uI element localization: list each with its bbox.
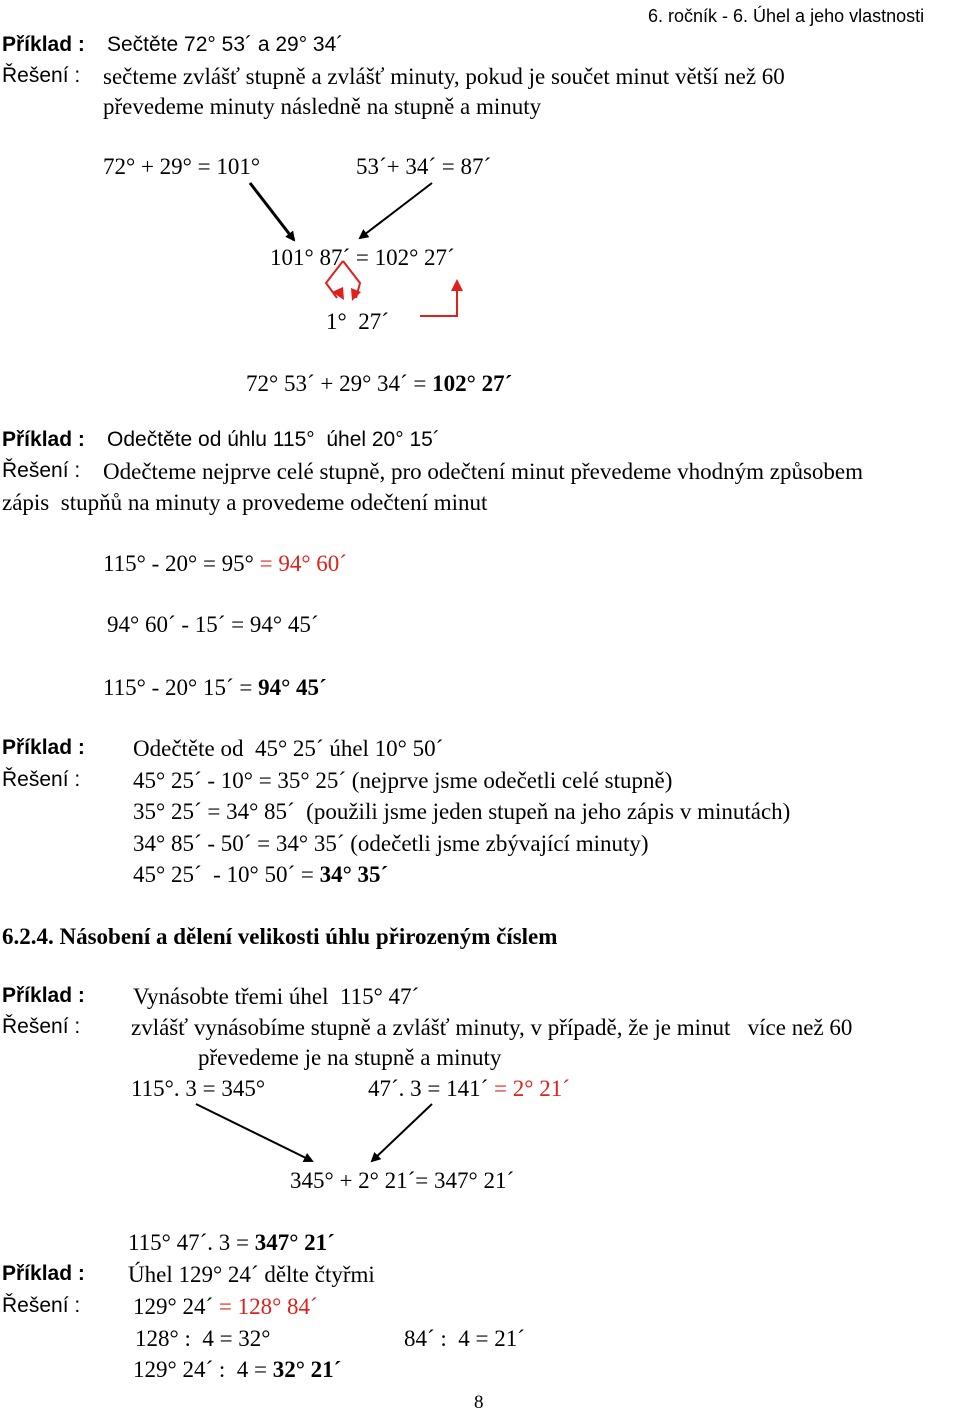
example-result: 115° - 20° 15´ = 94° 45´ — [103, 675, 327, 700]
solution-label: Řešení : — [2, 1015, 81, 1038]
arrow-icon — [372, 1104, 432, 1161]
combined-value: 345° + 2° 21´= 347° 21´ — [290, 1168, 515, 1193]
arrow-icon — [360, 183, 432, 238]
example-task: Odečtěte od 45° 25´ úhel 10° 50´ — [133, 736, 444, 761]
calc-line: 94° 60´ - 15´ = 94° 45´ — [107, 612, 319, 637]
arrow-icon — [250, 183, 294, 240]
solution-text: sečteme zvlášť stupně a zvlášť minuty, pokud je součet minut větší než 60 — [103, 64, 785, 89]
example-result: 115° 47´. 3 = 347° 21´ — [128, 1230, 335, 1255]
calc-line: 35° 25´ = 34° 85´ (použili jsme jeden stupeň na jeho zápis v minutách) — [133, 799, 791, 824]
split-value: 1° 27´ — [326, 309, 389, 334]
example-label: Příklad : — [2, 428, 85, 451]
solution-label: Řešení : — [2, 459, 81, 482]
example-label: Příklad : — [2, 736, 85, 759]
solution-text: zvlášť vynásobíme stupně a zvlášť minuty, v případě, že je minut více než 60 — [131, 1015, 853, 1040]
example-label: Příklad : — [2, 984, 85, 1007]
example-result: 129° 24´ : 4 = 32° 21´ — [133, 1357, 342, 1382]
calc-line: 84´ : 4 = 21´ — [404, 1326, 525, 1351]
example-result: 72° 53´ + 29° 34´ = 102° 27´ — [246, 371, 513, 396]
example-task: Vynásobte třemi úhel 115° 47´ — [133, 984, 420, 1009]
degree-product: 115°. 3 = 345° — [131, 1076, 266, 1101]
calc-line: 129° 24´ = 128° 84´ — [133, 1294, 318, 1319]
solution-label: Řešení : — [2, 768, 81, 791]
calc-line: 115° - 20° = 95° = 94° 60´ — [103, 551, 347, 576]
solution-label: Řešení : — [2, 64, 81, 87]
section-title: 6.2.4. Násobení a dělení velikosti úhlu přirozeným číslem — [2, 924, 558, 949]
red-arrowhead-icon — [351, 288, 361, 301]
solution-label: Řešení : — [2, 1294, 81, 1317]
solution-text: Odečteme nejprve celé stupně, pro odečtení minut převedeme vhodným způsobem — [103, 459, 864, 484]
calc-line: 45° 25´ - 10° = 35° 25´ (nejprve jsme odečetli celé stupně) — [133, 768, 673, 793]
solution-text: převedeme minuty následně na stupně a minuty — [103, 94, 542, 119]
combined-value: 101° 87´ = 102° 27´ — [270, 245, 455, 270]
red-up-arrow-icon — [420, 282, 457, 316]
solution-text: zápis stupňů na minuty a provedeme odečtení minut — [2, 490, 488, 515]
page-header: 6. ročník - 6. Úhel a jeho vlastnosti — [648, 6, 925, 26]
example-task: Odečtěte od úhlu 115° úhel 20° 15´ — [107, 428, 440, 451]
solution-text: převedeme je na stupně a minuty — [198, 1045, 502, 1070]
arrow-icon — [196, 1104, 312, 1161]
calc-line: 128° : 4 = 32° — [135, 1326, 271, 1351]
calc-line: 34° 85´ - 50´ = 34° 35´ (odečetli jsme zbývající minuty) — [133, 831, 649, 856]
degree-sum: 72° + 29° = 101° — [103, 154, 261, 179]
example-label: Příklad : — [2, 33, 85, 56]
example-label: Příklad : — [2, 1262, 85, 1285]
example-task: Úhel 129° 24´ dělte čtyřmi — [128, 1262, 375, 1287]
minute-product: 47´. 3 = 141´ = 2° 21´ — [368, 1076, 570, 1101]
minute-sum: 53´+ 34´ = 87´ — [356, 154, 492, 179]
page-number: 8 — [474, 1392, 484, 1413]
example-result: 45° 25´ - 10° 50´ = 34° 35´ — [133, 862, 389, 887]
example-task: Sečtěte 72° 53´ a 29° 34´ — [107, 33, 344, 56]
